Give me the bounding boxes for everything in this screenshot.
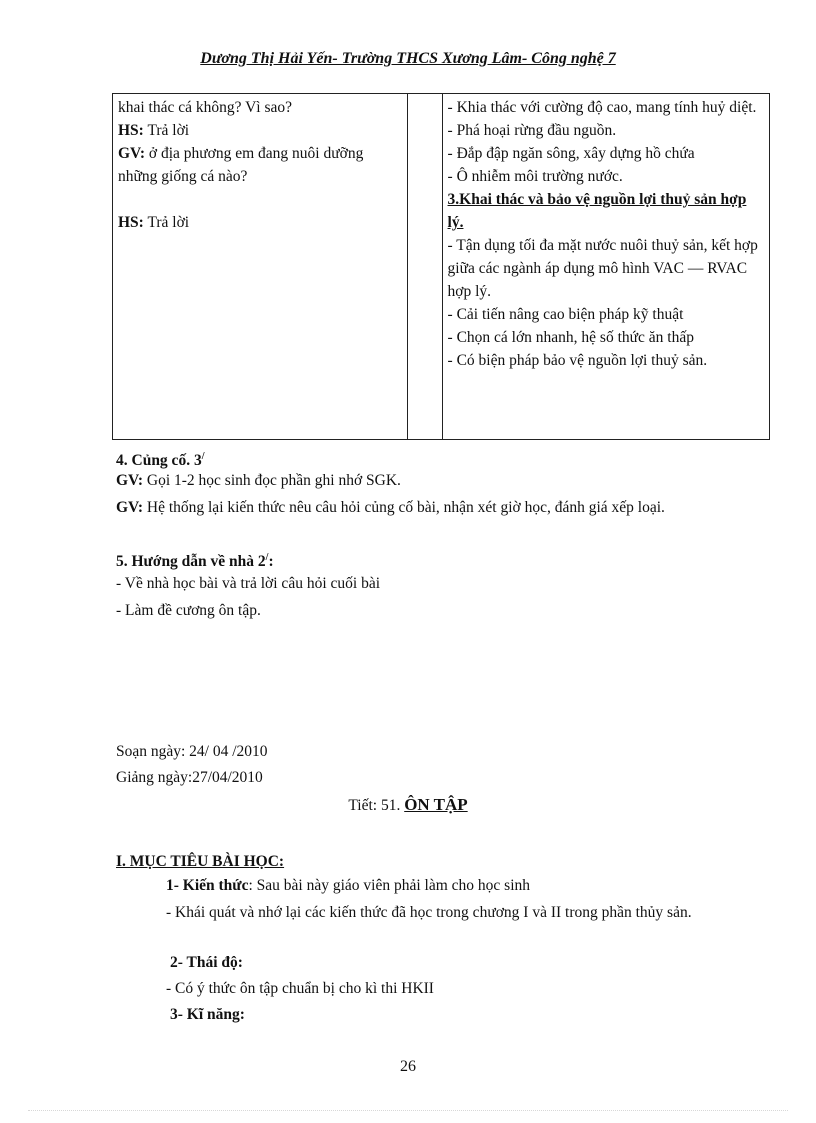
knowledge-line: 1- Kiến thức: Sau bài này giáo viên phải làm cho học sinh: [166, 877, 531, 894]
page-number: 26: [400, 1058, 416, 1075]
question-line: khai thác cá không? Vì sao?: [118, 99, 293, 116]
prepared-date: Soạn ngày: 24/ 04 /2010: [116, 743, 268, 760]
attitude-item: - Có ý thức ôn tập chuẩn bị cho kì thi HKII: [166, 980, 434, 997]
subsection-heading: 3.Khai thác và bảo vệ nguồn lợi thuỷ sản hợp lý.: [447, 191, 747, 231]
content-cell: [442, 94, 769, 440]
teacher-question: GV: ở địa phương em đang nuôi dưỡng những giống cá nào?: [118, 145, 364, 185]
content-item: - Chọn cá lớn nhanh, hệ số thức ăn thấp: [447, 329, 694, 346]
teacher-student-activity-cell: [113, 94, 408, 440]
page-header: Dương Thị Hải Yến- Trường THCS Xương Lâm- Công nghệ 7: [200, 50, 616, 67]
content-item: - Đắp đập ngăn sông, xây dựng hồ chứa: [447, 145, 695, 162]
objectives-heading: I. MỤC TIÊU BÀI HỌC:: [116, 853, 285, 870]
empty-middle-cell: [408, 94, 443, 440]
hs-label: HS:: [118, 214, 144, 231]
footer-divider: [28, 1110, 788, 1111]
section-5-item: - Làm đề cương ôn tập.: [116, 602, 261, 619]
content-item: - Tận dụng tối đa mặt nước nuôi thuỷ sản, kết hợp giữa các ngành áp dụng mô hình VAC — RVAC hợp lý.: [447, 237, 758, 300]
section-4-gv-2: GV: Hệ thống lại kiến thức nêu câu hỏi củng cố bài, nhận xét giờ học, đánh giá xếp loại.: [116, 499, 665, 516]
student-answer-2: HS: Trả lời: [118, 214, 190, 231]
lesson-title: Tiết: 51. ÔN TẬP: [348, 795, 468, 814]
gv-label: GV:: [116, 499, 143, 516]
teaching-date: Giảng ngày:27/04/2010: [116, 769, 263, 786]
student-answer-1: HS: Trả lời: [118, 122, 190, 139]
section-5-title: 5. Hướng dẫn về nhà 2/:: [116, 552, 274, 571]
hs-label: HS:: [118, 122, 144, 139]
lesson-name: ÔN TẬP: [404, 795, 468, 814]
lesson-table: [112, 93, 770, 440]
gv-label: GV:: [116, 472, 143, 489]
content-item: - Cải tiến nâng cao biện pháp kỹ thuật: [447, 306, 684, 323]
section-4-gv-1: GV: Gọi 1-2 học sinh đọc phần ghi nhớ SGK.: [116, 472, 401, 489]
content-item: - Có biện pháp bảo vệ nguồn lợi thuỷ sản.: [447, 352, 708, 369]
section-4-title: 4. Củng cố. 3/: [116, 451, 205, 470]
skills-label: 3- Kĩ năng:: [170, 1006, 245, 1023]
content-item: - Phá hoại rừng đầu nguồn.: [447, 122, 617, 139]
attitude-label: 2- Thái độ:: [170, 954, 243, 971]
content-item: - Ô nhiễm môi trường nước.: [447, 168, 623, 185]
knowledge-item: - Khái quát và nhớ lại các kiến thức đã học trong chương I và II trong phần thủy sản.: [166, 904, 692, 921]
section-5-item: - Về nhà học bài và trả lời câu hỏi cuối bài: [116, 575, 380, 592]
content-item: - Khia thác với cường độ cao, mang tính huỷ diệt.: [447, 99, 757, 116]
gv-label: GV:: [118, 145, 145, 162]
